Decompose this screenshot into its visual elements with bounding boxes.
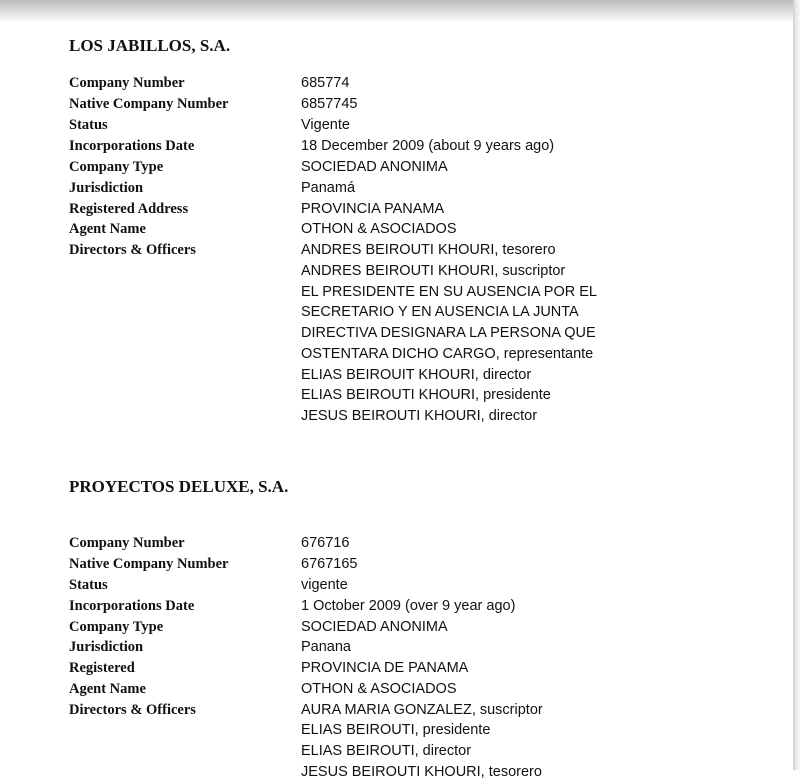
value-company-number: 685774	[301, 75, 350, 91]
director-line: DIRECTIVA DESIGNARA LA PERSONA QUE	[301, 325, 596, 341]
director-line: JESUS BEIROUTI KHOURI, tesorero	[301, 764, 542, 780]
label-company-number: Company Number	[69, 535, 185, 551]
value-registered-address: PROVINCIA PANAMA	[301, 201, 445, 217]
value-native-company-number: 6767165	[301, 556, 358, 572]
value-jurisdiction: Panamá	[301, 180, 356, 196]
value-status: vigente	[301, 577, 348, 593]
director-line: JESUS BEIROUTI KHOURI, director	[301, 408, 538, 424]
director-line: ELIAS BEIROUTI KHOURI, presidente	[301, 387, 551, 403]
director-line: ANDRES BEIROUTI KHOURI, tesorero	[301, 242, 556, 258]
value-native-company-number: 6857745	[301, 96, 358, 112]
label-agent-name: Agent Name	[69, 221, 146, 237]
value-company-type: SOCIEDAD ANONIMA	[301, 619, 448, 635]
label-native-company-number: Native Company Number	[69, 96, 229, 112]
director-line: EL PRESIDENTE EN SU AUSENCIA POR EL	[301, 284, 597, 300]
label-incorporations-date: Incorporations Date	[69, 598, 195, 614]
director-line: ELIAS BEIROUTI, presidente	[301, 722, 491, 738]
value-jurisdiction: Panana	[301, 639, 351, 655]
label-jurisdiction: Jurisdiction	[69, 639, 144, 655]
label-registered-address: Registered Address	[69, 201, 189, 217]
value-agent-name: OTHON & ASOCIADOS	[301, 681, 457, 697]
page-right-edge	[793, 0, 800, 770]
value-company-type: SOCIEDAD ANONIMA	[301, 159, 448, 175]
director-line: ELIAS BEIROUIT KHOURI, director	[301, 367, 532, 383]
label-status: Status	[69, 117, 108, 133]
label-company-type: Company Type	[69, 159, 164, 175]
value-incorporations-date: 18 December 2009 (about 9 years ago)	[301, 138, 555, 154]
label-company-type: Company Type	[69, 619, 164, 635]
director-line: OSTENTARA DICHO CARGO, representante	[301, 346, 594, 362]
value-registered: PROVINCIA DE PANAMA	[301, 660, 469, 676]
director-line: SECRETARIO Y EN AUSENCIA LA JUNTA	[301, 304, 579, 320]
viewer-top-shadow	[0, 0, 800, 22]
director-line: ANDRES BEIROUTI KHOURI, suscriptor	[301, 263, 566, 279]
director-line: AURA MARIA GONZALEZ, suscriptor	[301, 702, 543, 718]
company-title: LOS JABILLOS, S.A.	[69, 36, 231, 55]
value-company-number: 676716	[301, 535, 350, 551]
label-incorporations-date: Incorporations Date	[69, 138, 195, 154]
value-agent-name: OTHON & ASOCIADOS	[301, 221, 457, 237]
company-title: PROYECTOS DELUXE, S.A.	[69, 477, 289, 496]
director-line: ELIAS BEIROUTI, director	[301, 743, 472, 759]
label-directors-officers: Directors & Officers	[69, 242, 196, 258]
value-status: Vigente	[301, 117, 350, 133]
label-jurisdiction: Jurisdiction	[69, 180, 144, 196]
label-agent-name: Agent Name	[69, 681, 146, 697]
label-directors-officers: Directors & Officers	[69, 702, 196, 718]
label-registered: Registered	[69, 660, 135, 676]
label-native-company-number: Native Company Number	[69, 556, 229, 572]
label-company-number: Company Number	[69, 75, 185, 91]
value-incorporations-date: 1 October 2009 (over 9 year ago)	[301, 598, 516, 614]
label-status: Status	[69, 577, 108, 593]
